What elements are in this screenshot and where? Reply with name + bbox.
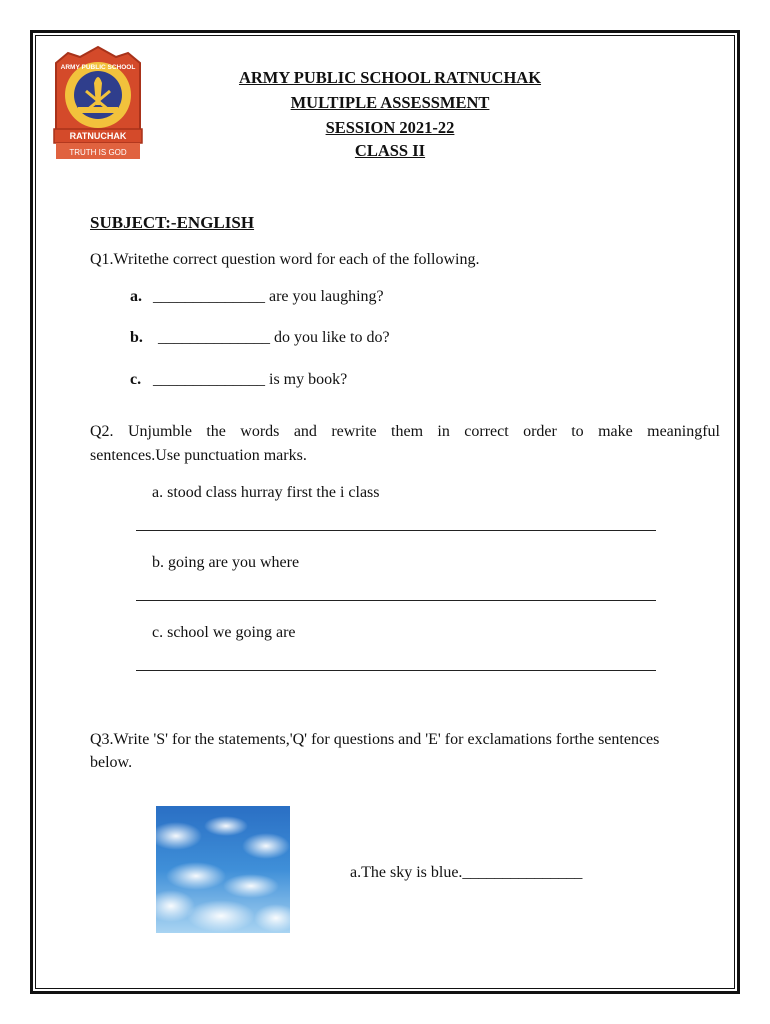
q2-item-b: b. going are you where [152,554,300,571]
q1-item-b-text: ______________ do you like to do? [158,329,390,346]
subject-heading: SUBJECT:-ENGLISH [90,213,255,232]
q1-item-a-text: ______________ are you laughing? [153,288,384,305]
q3-item-a: a.The sky is blue._______________ [350,864,583,881]
q1-item-a-label: a. [130,288,142,305]
class-title: CLASS II [354,141,426,160]
crest-top-text: ARMY PUBLIC SCHOOL [60,64,136,71]
crest-motto-text: TRUTH IS GOD [69,148,127,157]
q3-prompt-line2: below. [90,754,133,771]
page-border-inner [35,35,735,989]
q2-answer-line-c[interactable] [136,670,656,671]
sky-clouds-image [156,806,290,933]
q1-item-b-label: b. [130,329,143,346]
school-crest-icon [50,45,146,161]
q2-answer-line-a[interactable] [136,530,656,531]
q2-prompt-line2: sentences.Use punctuation marks. [90,447,307,464]
q3-prompt-line1: Q3.Write 'S' for the statements,'Q' for questions and 'E' for exclamations forthe sentences [90,731,660,748]
q2-item-c: c. school we going are [152,624,296,641]
session-title: SESSION 2021-22 [325,118,455,137]
q1-prompt: Q1.Writethe correct question word for each of the following. [90,251,480,268]
assessment-title: MULTIPLE ASSESSMENT [290,93,490,112]
q2-answer-line-b[interactable] [136,600,656,601]
school-name: ARMY PUBLIC SCHOOL RATNUCHAK [238,68,542,87]
q2-prompt-line1: Q2. Unjumble the words and rewrite them in correct order to make meaningful [90,423,720,440]
q1-item-c-text: ______________ is my book? [153,371,348,388]
crest-banner-text: RATNUCHAK [69,131,127,141]
q1-item-c-label: c. [130,371,142,388]
q2-item-a: a. stood class hurray first the i class [152,484,380,501]
